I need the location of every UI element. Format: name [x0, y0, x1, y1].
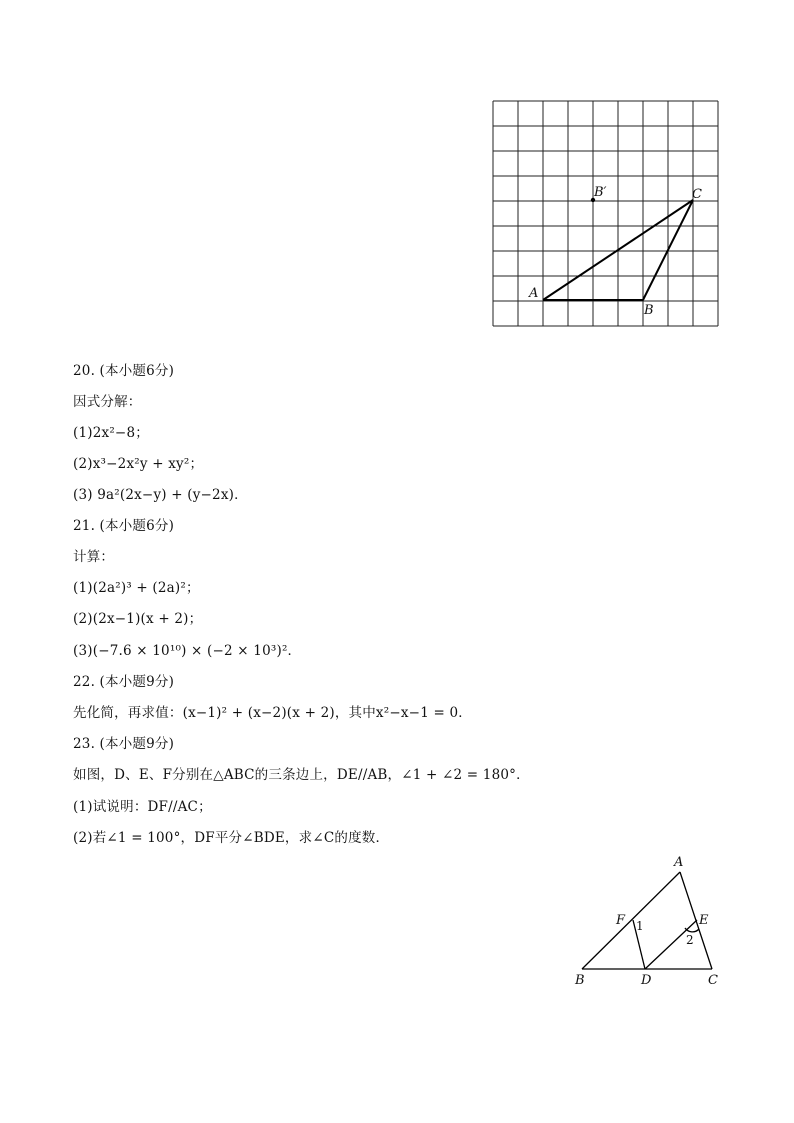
label-d: D — [641, 973, 652, 988]
label-f: F — [616, 913, 626, 928]
q21-part1: (1)(2a²)³ + (2a)²； — [73, 580, 200, 596]
label-b-prime: B′ — [594, 185, 607, 200]
q23-part2: (2)若∠1 = 100°，DF平分∠BDE，求∠C的度数． — [73, 830, 390, 846]
label-b: B — [575, 973, 585, 988]
label-e: E — [699, 913, 709, 928]
q23-part1: (1)试说明：DF//AC； — [73, 799, 212, 815]
q23-body: 如图，D、E、F分别在△ABC的三条边上，DE//AB，∠1 + ∠2 = 180°． — [73, 767, 530, 783]
label-angle-2: 2 — [686, 933, 694, 947]
q21-heading: 21. (本小题6分) — [73, 518, 175, 534]
grid-lines — [493, 101, 718, 326]
q21-part2: (2)(2x−1)(x + 2)； — [73, 611, 203, 627]
q22-heading: 22. (本小题9分) — [73, 674, 175, 690]
label-c: C — [708, 973, 718, 988]
label-a: A — [529, 286, 539, 301]
q20-heading: 20. (本小题6分) — [73, 363, 175, 379]
label-c: C — [692, 187, 702, 202]
grid-figure — [490, 98, 722, 330]
label-b: B — [644, 303, 654, 318]
segment-ba — [582, 872, 680, 969]
q20-part2: (2)x³−2x²y + xy²； — [73, 456, 204, 472]
label-angle-1: 1 — [636, 919, 644, 933]
label-a: A — [674, 855, 684, 870]
q21-instruction: 计算： — [73, 549, 115, 565]
triangle-figure — [570, 852, 730, 992]
q20-part1: (1)2x²−8； — [73, 425, 149, 441]
q20-instruction: 因式分解： — [73, 394, 142, 410]
q22-body: 先化简，再求值：(x−1)² + (x−2)(x + 2)，其中x²−x−1 = 0． — [73, 705, 472, 721]
q23-heading: 23. (本小题9分) — [73, 736, 175, 752]
q20-part3: (3) 9a²(2x−y) + (y−2x)． — [73, 487, 248, 503]
q21-part3: (3)(−7.6 × 10¹⁰) × (−2 × 10³)²． — [73, 643, 302, 659]
